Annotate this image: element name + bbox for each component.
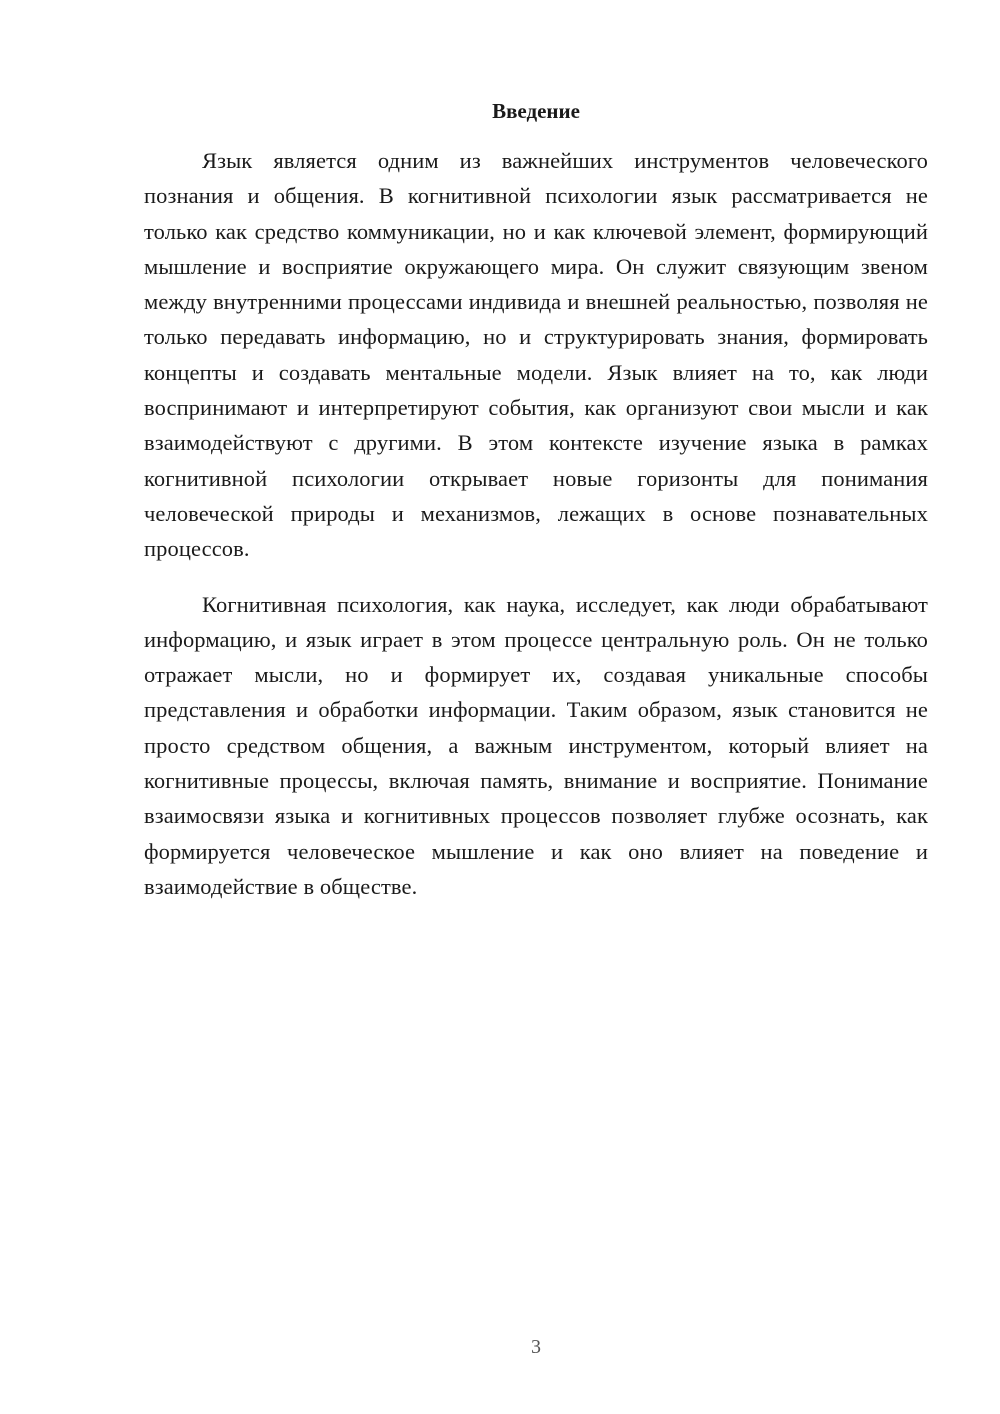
paragraph-2: Когнитивная психология, как наука, исследует, как люди обрабатывают информацию, и язык играет в этом процессе центральную роль. Он не только отражает мысли, но и формирует их, создавая уникальные способы представления и обработки информации. Таким образом, язык становится не просто средством общения, а важным инструментом, который влияет на когнитивные процессы, включая память, внимание и восприятие. Понимание взаимосвязи языка и когнитивных процессов позволяет глубже осознать, как формируется человеческое мышление и как оно влияет на поведение и взаимодействие в обществе. <box>144 591 928 899</box>
body-text <box>144 143 928 904</box>
page-number: 3 <box>531 1336 541 1358</box>
paragraph-1: Язык является одним из важнейших инструментов человеческого познания и общения. В когнитивной психологии язык рассматривается не только как средство коммуникации, но и как ключевой элемент, формирующий мышление и восприятие окружающего мира. Он служит связующим звеном между внутренними процессами индивида и внешней реальностью, позволяя не только передавать информацию, но и структурировать знания, формировать концепты и создавать ментальные модели. Язык влияет на то, как люди воспринимают и интерпретируют события, как организуют свои мысли и как взаимодействуют с другими. В этом контексте изучение языка в рамках когнитивной психологии открывает новые горизонты для понимания человеческой природы и механизмов, лежащих в основе познавательных процессов. <box>144 148 928 562</box>
section-heading: Введение <box>492 99 580 123</box>
